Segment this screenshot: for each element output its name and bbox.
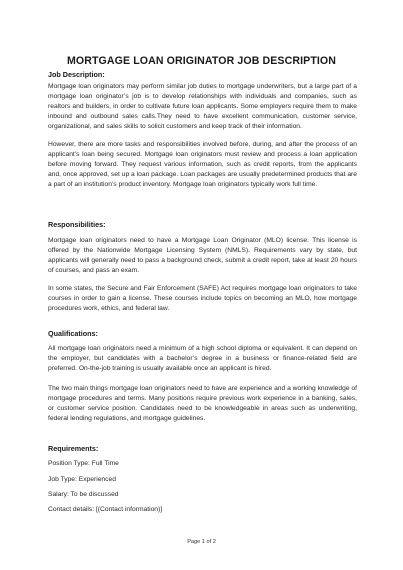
- job-description-heading: Job Description:: [48, 70, 105, 79]
- responsibilities-paragraph-1: Mortgage loan originators need to have a Mortgage Loan Originator (MLO) license. This license is offered by the Nationwide Mortgage Licensing System (NMLS). Requirements vary by state, but applicants will generally need to pass a background check, submit a credit report, take at least 20 hours of courses, and pass an exam.: [48, 237, 357, 274]
- salary: Salary: To be discussed: [48, 491, 119, 498]
- page-title: MORTGAGE LOAN ORIGINATOR JOB DESCRIPTION: [66, 55, 337, 67]
- requirements-heading: Requirements:: [48, 444, 99, 453]
- responsibilities-heading: Responsibilities:: [48, 220, 106, 229]
- qualifications-paragraph-2: The two main things mortgage loan originators need to have are experience and a working knowledge of mortgage procedures and terms. Many positions require previous work experience in a banking, sales, or customer service position. Candidates need to be knowledgeable in areas such as underwriting, federal lending regulations, and mortgage guidelines.: [48, 385, 357, 422]
- job-description-paragraph-1: Mortgage loan originators may perform similar job duties to mortgage underwriters, but a large part of a mortgage loan originator’s job is to develop relationships with individuals and companies, such as realtors and builders, in order to cultivate future loan applicants. Some employers require them to make inbound and outbound sales calls.They need to have excellent communication, customer service, organizational, and sales skills to solicit customers and keep track of their information.: [48, 83, 357, 130]
- qualifications-heading: Qualifications:: [48, 329, 98, 338]
- contact-details: Contact details: [(Contact information)]: [48, 506, 163, 513]
- page-number: Page 1 of 2: [187, 539, 216, 545]
- job-type: Job Type: Experienced: [48, 476, 116, 483]
- qualifications-paragraph-1: All mortgage loan originators need a minimum of a high school diploma or equivalent. It can depend on the employer, but candidates with a bachelor’s degree in a business or finance-related field are preferred. On-the-job training is usually available once an applicant is hired.: [48, 345, 357, 372]
- position-type: Position Type: Full Time: [48, 460, 119, 467]
- responsibilities-paragraph-2: In some states, the Secure and Fair Enforcement (SAFE) Act requires mortgage loan originators to take courses in order to gain a license. These courses include topics on becoming an MLO, how mortgage procedures work, ethics, and federal law.: [48, 285, 357, 312]
- job-description-paragraph-2: However, there are more tasks and responsibilities involved before, during, and after the process of an applicant’s loan being secured. Mortgage loan originators must review and process a loan application before moving forward. They request various information, such as credit reports, from the applicants and, once approved, set up a loan package. Loan packages are usually predetermined products that are a part of an institution’s product inventory. Mortgage loan originators typically work full time.: [48, 141, 357, 188]
